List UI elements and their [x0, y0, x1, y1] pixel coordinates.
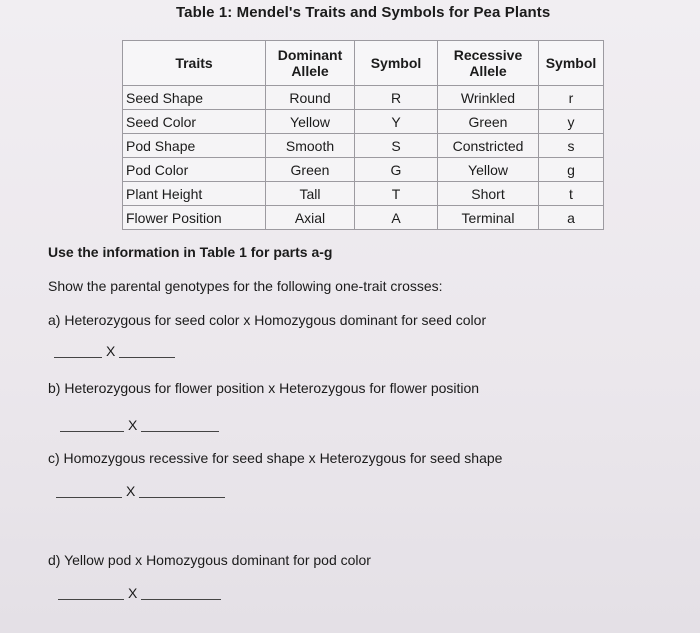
answer-blank-left[interactable] — [56, 485, 122, 498]
answer-blank-left[interactable] — [54, 345, 102, 358]
recessive-cell: Constricted — [438, 134, 539, 158]
table-row — [123, 86, 604, 110]
answer-line-a — [54, 344, 175, 358]
recessive-symbol-cell: t — [539, 182, 604, 206]
recessive-cell: Terminal — [438, 206, 539, 230]
recessive-symbol-cell: r — [539, 86, 604, 110]
answer-blank-right[interactable] — [141, 587, 221, 600]
header-dominant-line1: Dominant — [277, 47, 343, 63]
cross-symbol: X — [128, 585, 138, 601]
table-header-row — [123, 41, 604, 86]
recessive-cell: Short — [438, 182, 539, 206]
trait-cell: Pod Shape — [123, 134, 266, 158]
traits-table — [122, 40, 604, 230]
cross-symbol: X — [126, 483, 136, 499]
table-row — [123, 206, 604, 230]
answer-line-d[interactable] — [58, 586, 221, 600]
answer-blank-right[interactable] — [139, 485, 225, 498]
dominant-symbol-cell: A — [355, 206, 438, 230]
header-recessive-allele — [438, 41, 539, 86]
table-row — [123, 158, 604, 182]
trait-cell: Flower Position — [123, 206, 266, 230]
instructions-prompt: Show the parental genotypes for the following one-trait crosses: — [48, 278, 443, 294]
answer-blank-right[interactable] — [141, 419, 219, 432]
header-symbol: Symbol — [355, 41, 438, 86]
table-title: Table 1: Mendel's Traits and Symbols for Pea Plants — [176, 4, 551, 21]
trait-cell: Seed Shape — [123, 86, 266, 110]
dominant-symbol-cell: G — [355, 158, 438, 182]
instructions-heading: Use the information in Table 1 for parts a-g — [48, 244, 333, 260]
recessive-symbol-cell: y — [539, 110, 604, 134]
header-dominant-line2: Allele — [291, 63, 329, 79]
answer-line-b[interactable] — [60, 418, 219, 432]
dominant-symbol-cell: T — [355, 182, 438, 206]
recessive-cell: Green — [438, 110, 539, 134]
dominant-symbol-cell: S — [355, 134, 438, 158]
table-row — [123, 110, 604, 134]
header-recessive-line2: Allele — [469, 63, 507, 79]
answer-blank-left[interactable] — [60, 419, 124, 432]
dominant-cell: Yellow — [266, 110, 355, 134]
dominant-symbol-cell: R — [355, 86, 438, 110]
trait-cell: Seed Color — [123, 110, 266, 134]
recessive-symbol-cell: g — [539, 158, 604, 182]
dominant-cell: Smooth — [266, 134, 355, 158]
cross-symbol: X — [106, 343, 116, 359]
answer-blank-right[interactable] — [119, 345, 175, 358]
dominant-cell: Green — [266, 158, 355, 182]
answer-line-c[interactable] — [56, 484, 225, 498]
recessive-cell: Wrinkled — [438, 86, 539, 110]
dominant-cell: Tall — [266, 182, 355, 206]
header-dominant-allele — [266, 41, 355, 86]
dominant-cell: Round — [266, 86, 355, 110]
answer-blank-left[interactable] — [58, 587, 124, 600]
question-c: c) Homozygous recessive for seed shape x Heterozygous for seed shape — [48, 450, 503, 466]
question-b: b) Heterozygous for flower position x Heterozygous for flower position — [48, 380, 480, 396]
trait-cell: Plant Height — [123, 182, 266, 206]
dominant-cell: Axial — [266, 206, 355, 230]
question-d: d) Yellow pod x Homozygous dominant for pod color — [48, 552, 371, 568]
recessive-symbol-cell: a — [539, 206, 604, 230]
header-traits: Traits — [123, 41, 266, 86]
trait-cell: Pod Color — [123, 158, 266, 182]
question-a: a) Heterozygous for seed color x Homozygous dominant for seed color — [48, 312, 487, 328]
table-row — [123, 134, 604, 158]
dominant-symbol-cell: Y — [355, 110, 438, 134]
table-row — [123, 182, 604, 206]
header-symbol-recessive: Symbol — [539, 41, 604, 86]
header-recessive-line1: Recessive — [453, 47, 523, 63]
cross-symbol: X — [128, 417, 138, 433]
recessive-cell: Yellow — [438, 158, 539, 182]
recessive-symbol-cell: s — [539, 134, 604, 158]
